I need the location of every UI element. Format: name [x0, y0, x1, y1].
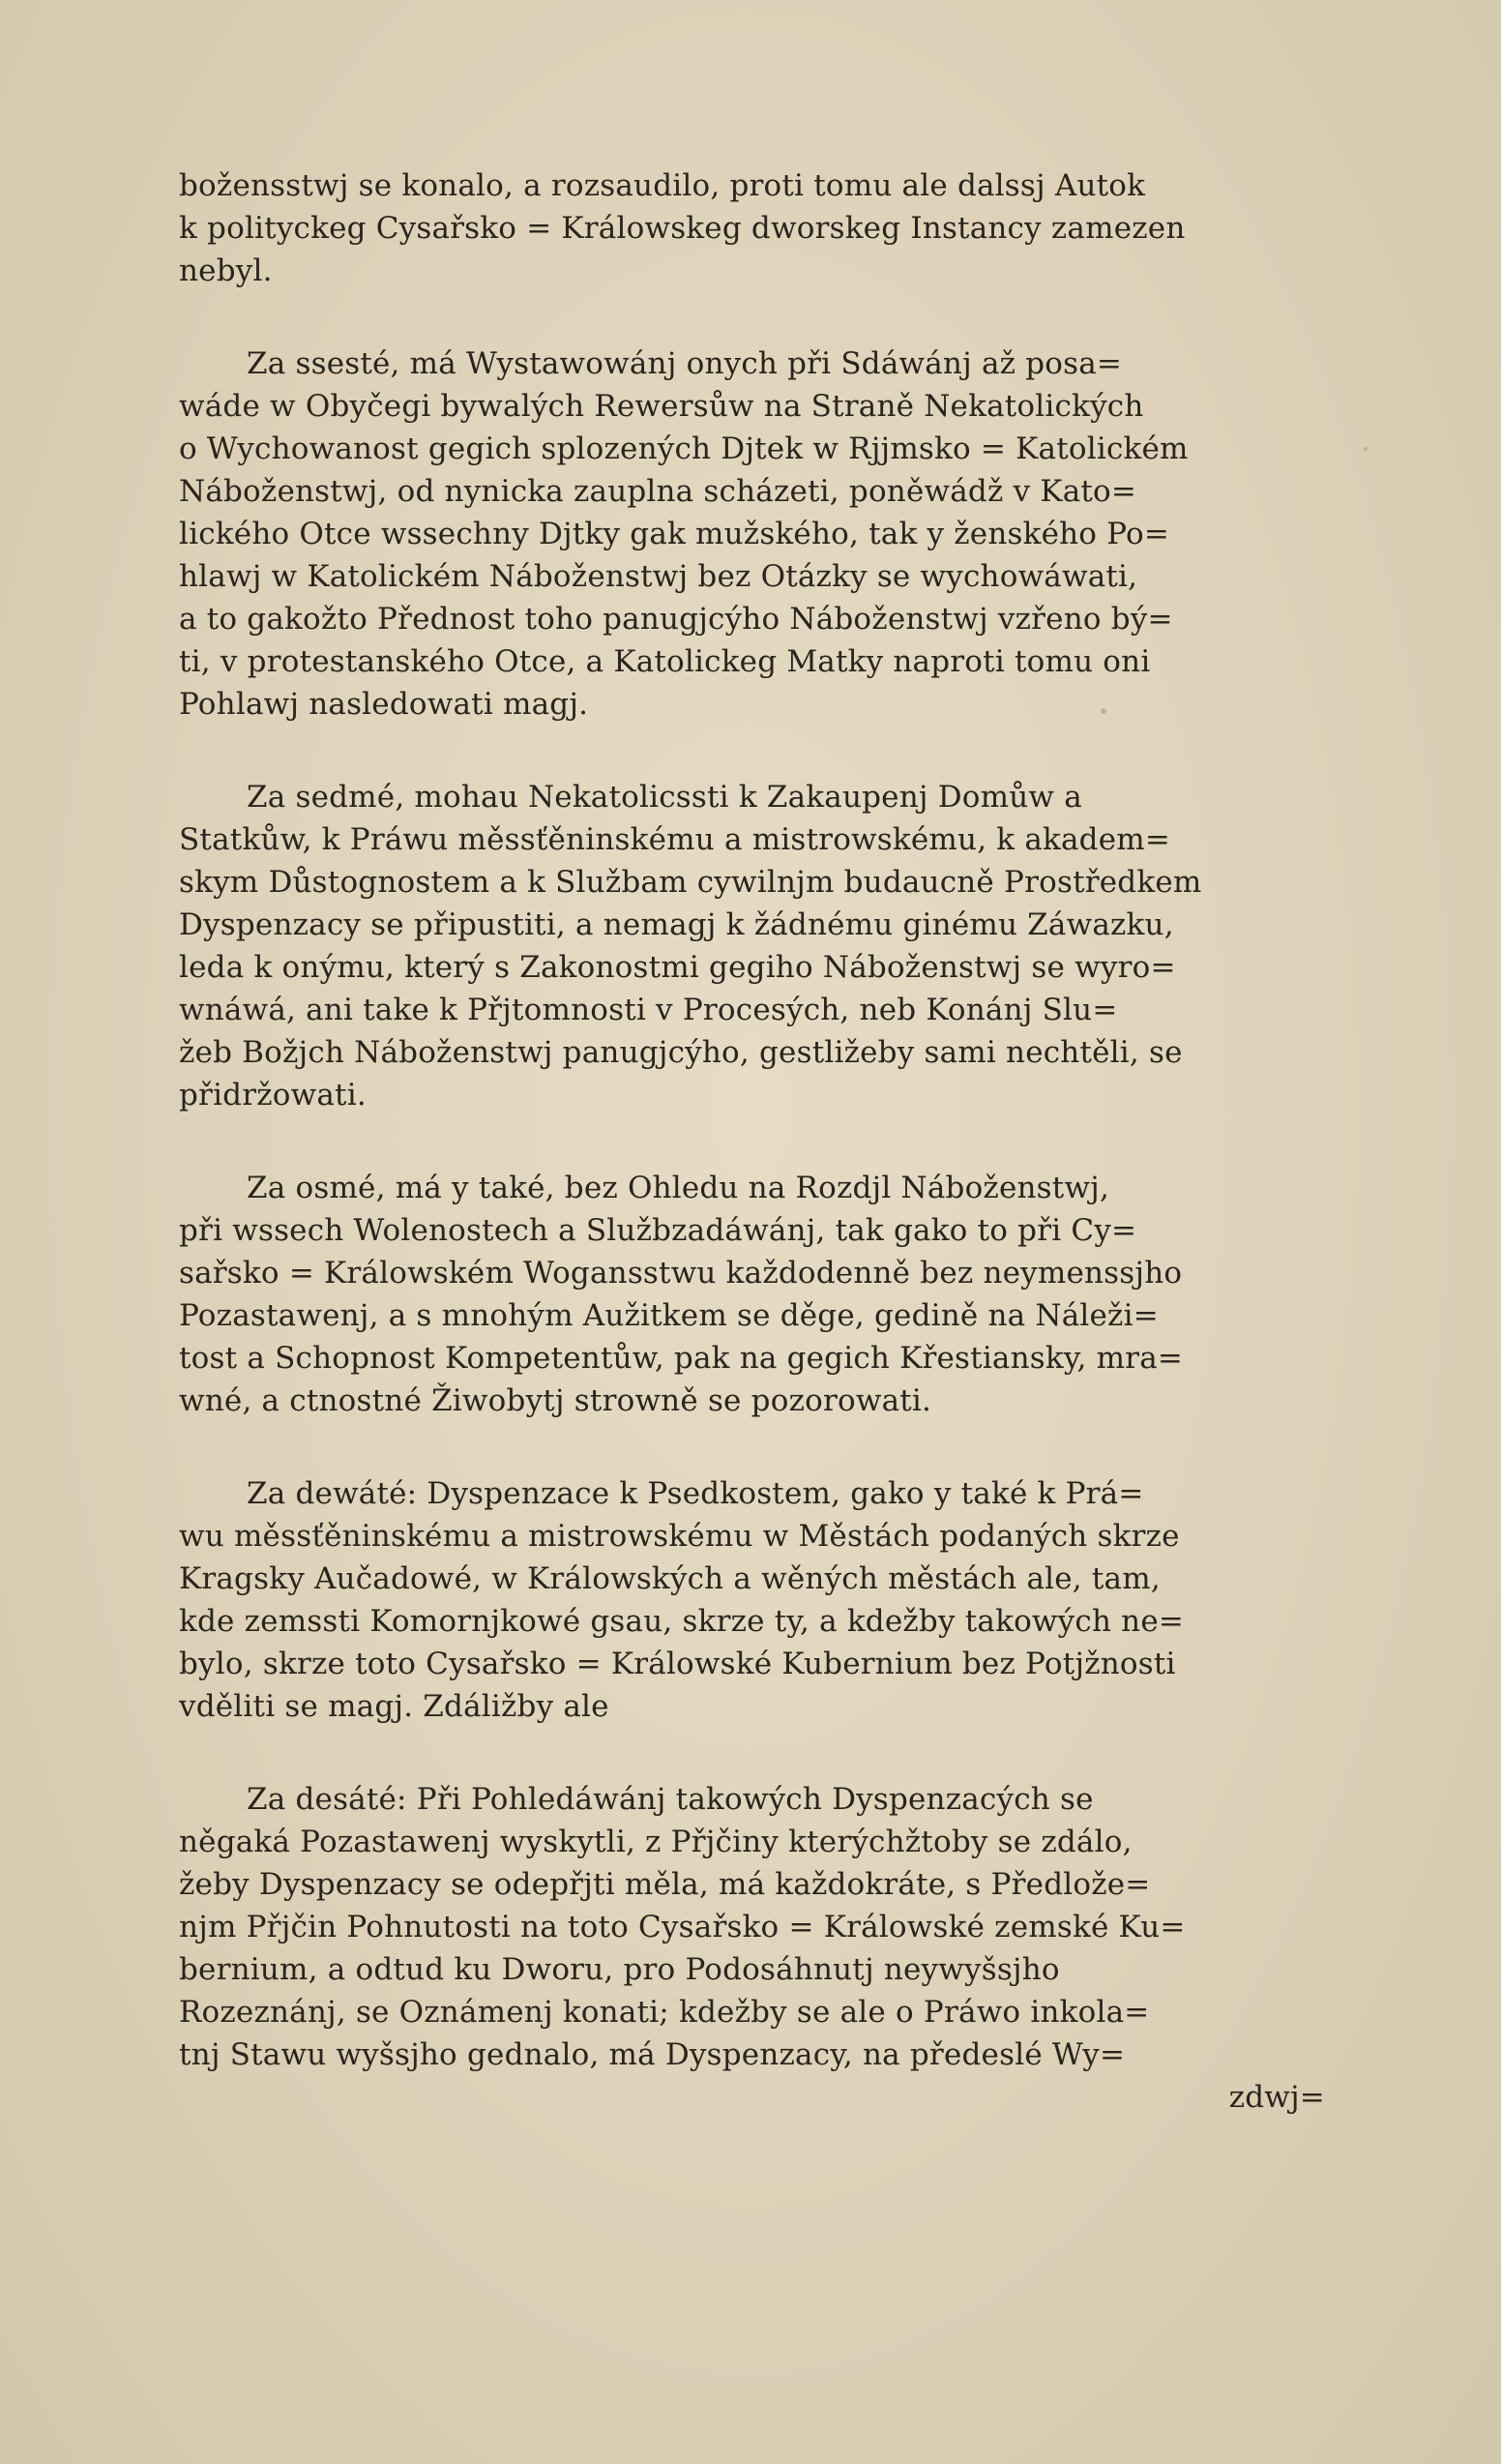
paragraph [179, 1472, 1325, 1728]
text-line: Za desáté: Při Pohledáwánj takowých Dyspenzacých se [247, 1782, 1094, 1817]
text-line: Náboženstwj, od nynicka zauplna scházeti, poněwádž v Kato= [179, 474, 1137, 509]
paper-speck [1364, 447, 1368, 451]
body-text [179, 164, 1325, 2119]
text-line: njm Přjčin Pohnutosti na toto Cysařsko = Králowské zemské Ku= [179, 1910, 1186, 1944]
text-line: bylo, skrze toto Cysařsko = Králowské Kubernium bez Potjžnosti [179, 1647, 1176, 1681]
text-line: k polityckeg Cysařsko = Králowskeg dworskeg Instancy zamezen [179, 211, 1186, 246]
text-line: leda k onýmu, který s Zakonostmi gegiho Náboženstwj se wyro= [179, 950, 1176, 985]
paragraph [179, 1778, 1325, 2076]
text-line: tnj Stawu wyšsjho gednalo, má Dyspenzacy, na předeslé Wy= [179, 2037, 1126, 2072]
text-line: Statkůw, k Práwu měssťěninskému a mistrowskému, k akadem= [179, 822, 1171, 857]
paragraph [179, 1167, 1325, 1422]
catchword: zdwj= [1228, 2080, 1325, 2115]
text-line: a to gakožto Přednost toho panugjcýho Náboženstwj vzřeno bý= [179, 602, 1173, 637]
text-line: něgaká Pozastawenj wyskytli, z Přjčiny kterýchžtoby se zdálo, [179, 1825, 1133, 1859]
paragraph [179, 342, 1325, 726]
text-line: božensstwj se konalo, a rozsaudilo, proti tomu ale dalssj Autok [179, 168, 1146, 203]
text-line: žeb Božjch Náboženstwj panugjcýho, gestližeby sami nechtěli, se [179, 1035, 1183, 1070]
text-line: nebyl. [179, 253, 273, 288]
text-line: Kragsky Aučadowé, w Králowských a wěných městách ale, tam, [179, 1561, 1161, 1596]
text-line: žeby Dyspenzacy se odepřjti měla, má každokráte, s Předlože= [179, 1867, 1151, 1902]
text-line: hlawj w Katolickém Náboženstwj bez Otázky se wychowáwati, [179, 559, 1138, 594]
text-line: ti, v protestanského Otce, a Katolickeg Matky naproti tomu oni [179, 644, 1151, 679]
text-line: wnáwá, ani take k Přjtomnosti v Procesých, neb Konánj Slu= [179, 993, 1118, 1027]
paragraph [179, 164, 1325, 292]
text-line: Za sedmé, mohau Nekatolicssti k Zakaupenj Domůw a [247, 780, 1082, 815]
text-line: Pozastawenj, a s mnohým Aužitkem se děge, gedině na Náleži= [179, 1298, 1159, 1333]
text-line: sařsko = Králowském Wogansstwu každodenně bez neymenssjho [179, 1256, 1183, 1291]
text-line: Za dewáté: Dyspenzace k Psedkostem, gako y také k Prá= [247, 1476, 1144, 1511]
text-line: wáde w Obyčegi bywalých Rewersůw na Straně Nekatolických [179, 389, 1144, 424]
text-line: při wssech Wolenostech a Službzadáwánj, tak gako to při Cy= [179, 1213, 1137, 1248]
text-line: wné, a ctnostné Žiwobytj strowně se pozorowati. [179, 1383, 932, 1418]
text-line: lického Otce wssechny Djtky gak mužského, tak y ženského Po= [179, 517, 1170, 551]
text-line: Za ssesté, má Wystawowánj onych při Sdáwánj až posa= [247, 346, 1123, 381]
text-line: Dyspenzacy se připustiti, a nemagj k žádnému ginému Záwazku, [179, 907, 1174, 942]
text-line: Rozeznánj, se Oznámenj konati; kdežby se ale o Práwo inkola= [179, 1995, 1150, 2030]
text-line: přidržowati. [179, 1078, 367, 1113]
text-line: Za osmé, má y také, bez Ohledu na Rozdjl Náboženstwj, [247, 1171, 1110, 1205]
text-line: wu měssťěninskému a mistrowskému w Městách podaných skrze [179, 1519, 1180, 1554]
text-line: tost a Schopnost Kompetentůw, pak na gegich Křestiansky, mra= [179, 1341, 1184, 1376]
text-line: bernium, a odtud ku Dworu, pro Podosáhnutj neywyšsjho [179, 1952, 1060, 1987]
text-line: Pohlawj nasledowati magj. [179, 687, 589, 722]
text-line: o Wychowanost gegich splozených Djtek w Rjjmsko = Katolickém [179, 431, 1189, 466]
text-line: vděliti se magj. Zdáližby ale [179, 1689, 609, 1724]
text-line: skym Důstognostem a k Službam cywilnjm budaucně Prostředkem [179, 865, 1202, 900]
paragraph [179, 776, 1325, 1116]
text-line: kde zemssti Komornjkowé gsau, skrze ty, a kdežby takowých ne= [179, 1604, 1185, 1639]
